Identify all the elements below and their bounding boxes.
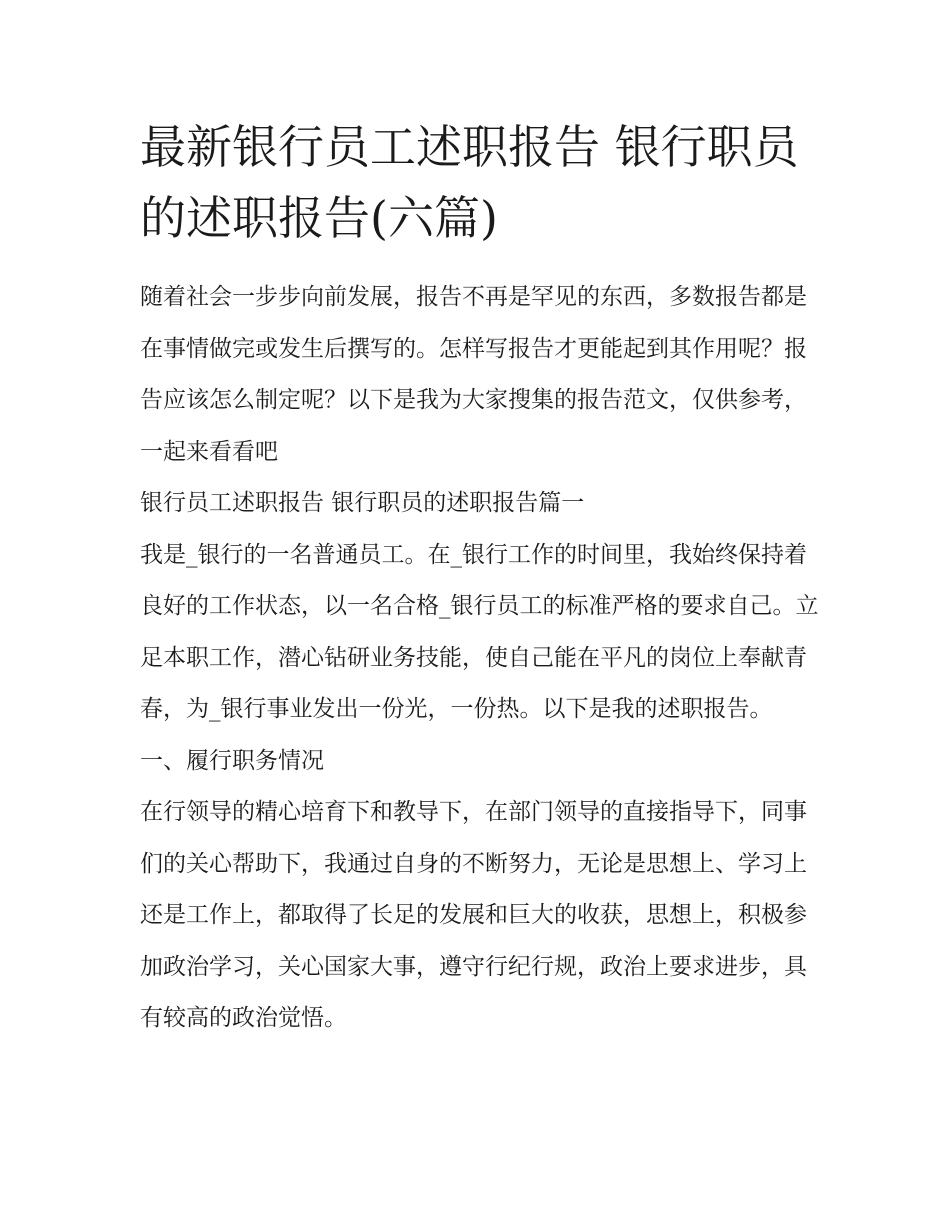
section-heading: 银行员工述职报告 银行职员的述职报告篇一 xyxy=(140,490,585,516)
body-paragraph: 在行领导的精心培育下和教导下，在部门领导的直接指导下，同事们的关心帮助下，我通过自身的不断努力，无论是思想上、学习上还是工作上，都取得了长足的发展和巨大的收获，思想上，积极参加政治学习，关心国家大事，遵守行纪行规，政治上要求进步，具有较高的政治觉悟。 xyxy=(140,799,807,1031)
body-paragraph: 我是_银行的一名普通员工。在_银行工作的时间里，我始终保持着良好的工作状态，以一名合格_银行员工的标准严格的要求自己。立足本职工作，潜心钻研业务技能，使自己能在平凡的岗位上奉献青春，为_银行事业发出一份光，一份热。以下是我的述职报告。 xyxy=(140,541,819,722)
intro-paragraph: 随着社会一步步向前发展，报告不再是罕见的东西，多数报告都是在事情做完或发生后撰写的。怎样写报告才更能起到其作用呢？报告应该怎么制定呢？以下是我为大家搜集的报告范文，仅供参考，一起来看看吧 xyxy=(140,284,807,465)
document-title: 最新银行员工述职报告 银行职员的述职报告(六篇) xyxy=(140,120,799,245)
document-body xyxy=(140,272,820,1045)
subsection-heading: 一、履行职务情况 xyxy=(140,747,324,774)
